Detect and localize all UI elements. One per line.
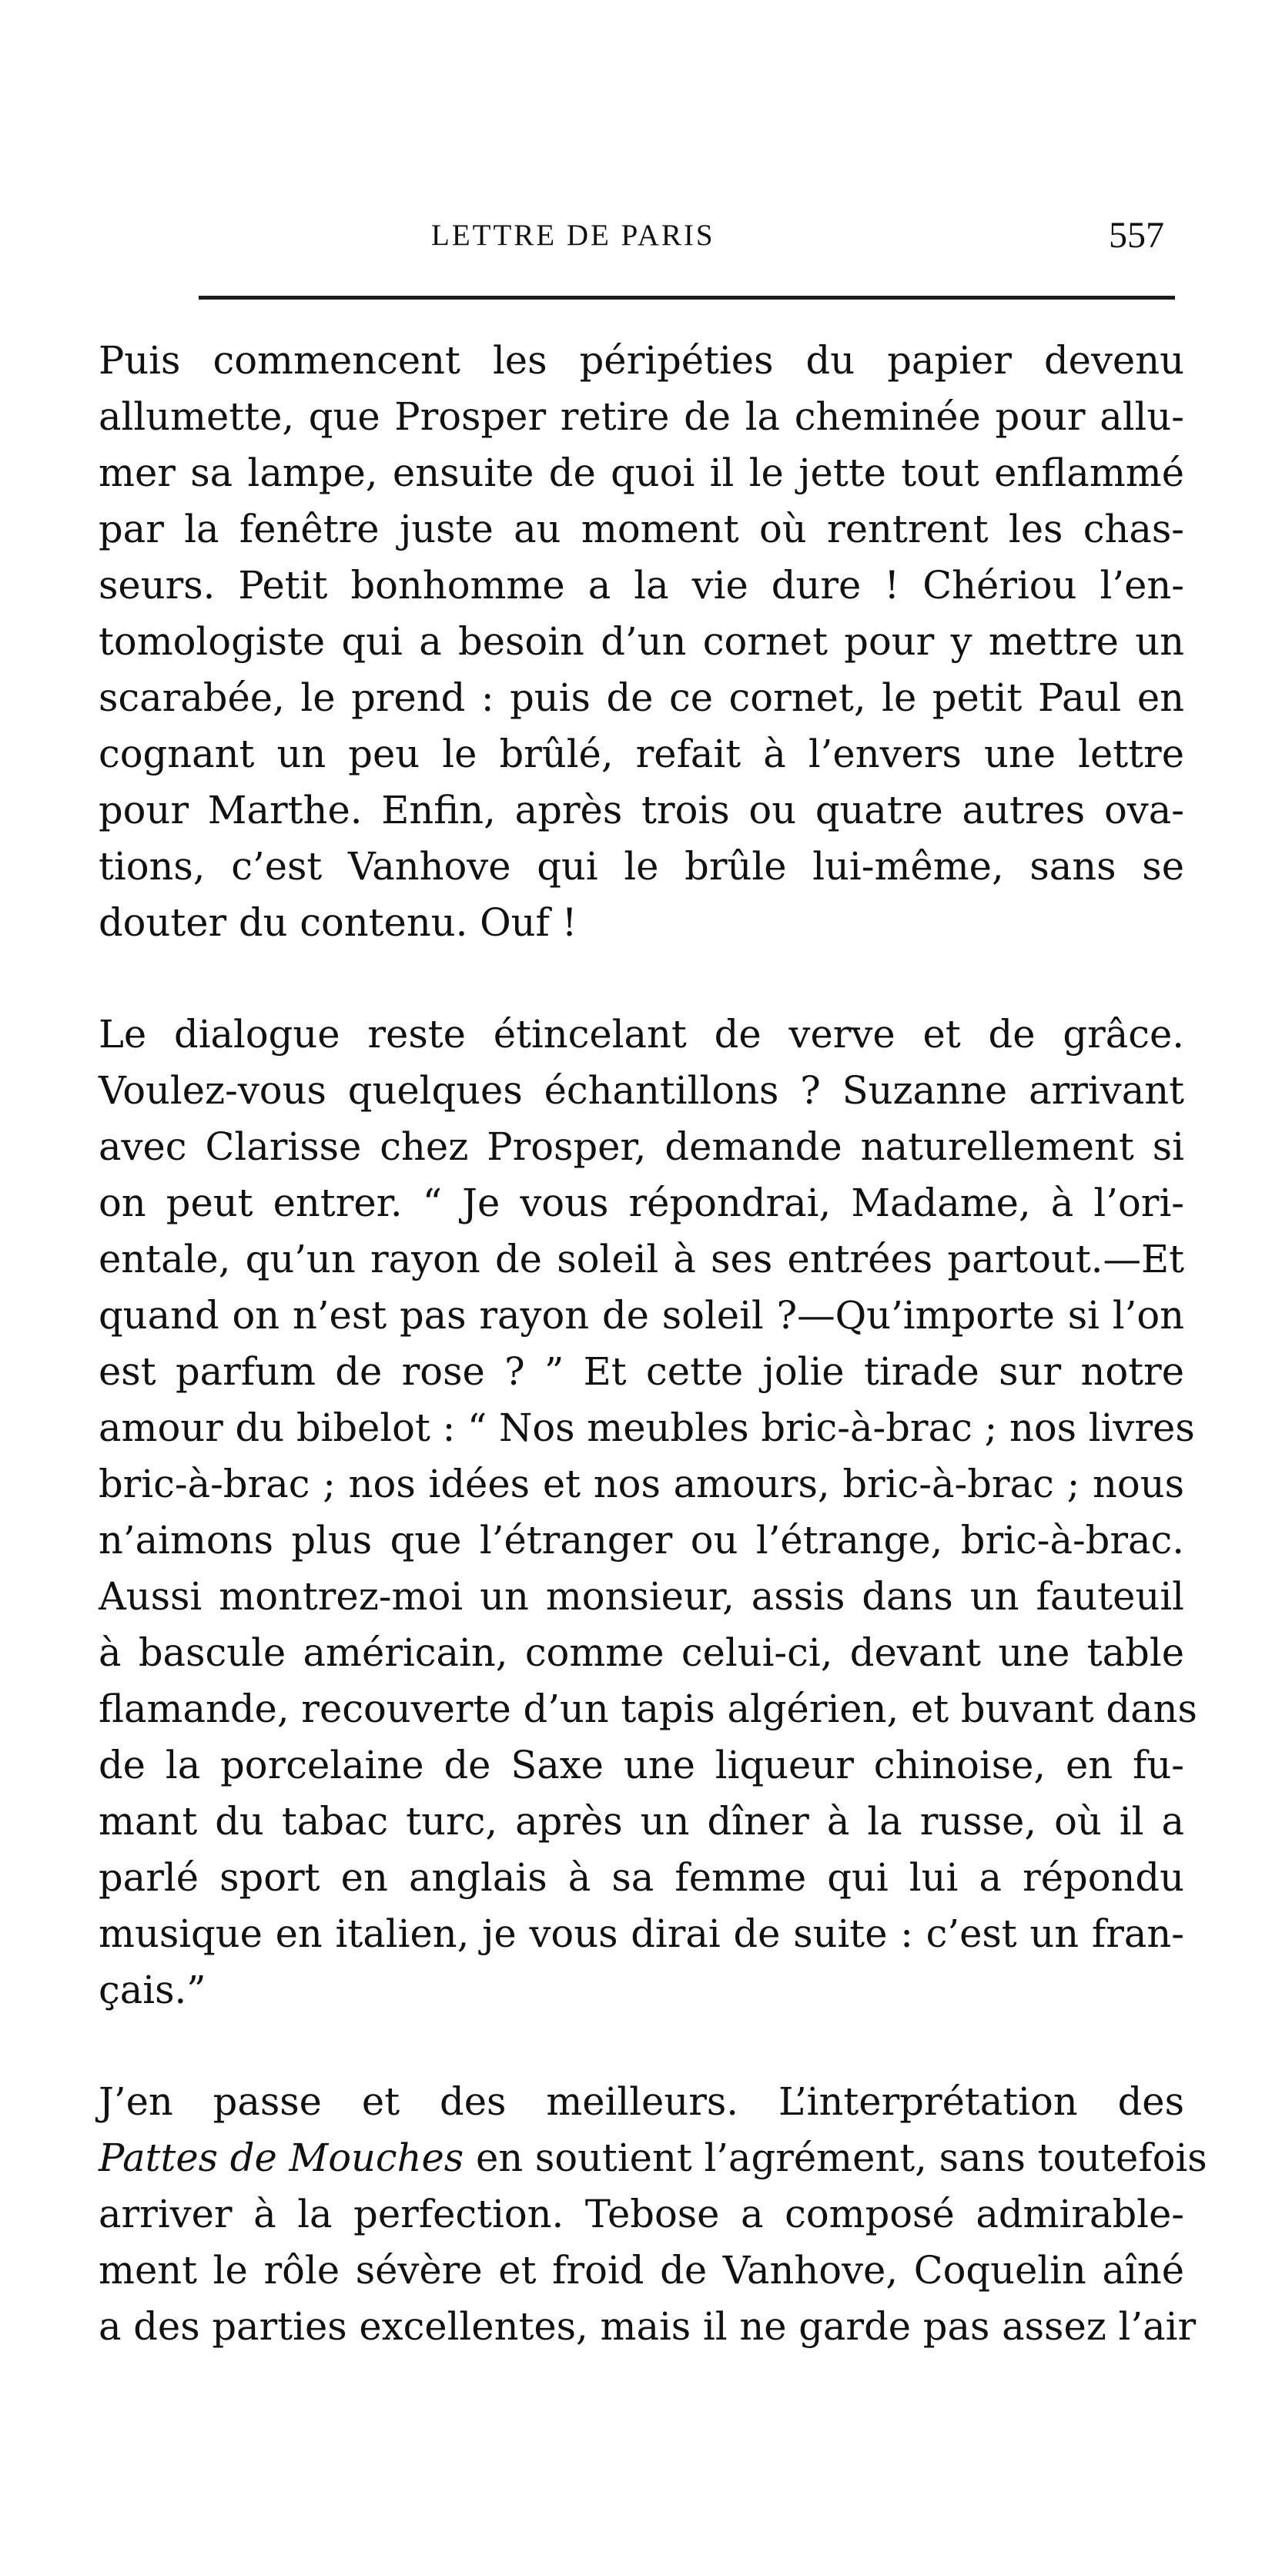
text-line: flamande, recouverte d’un tapis algérien, et buvant dans [99, 1687, 1197, 1731]
text-line: allumette, que Prosper retire de la cheminée pour allu- [99, 394, 1184, 439]
play-title: Pattes de Mouches [99, 2136, 464, 2180]
text-line: n’aimons plus que l’étranger ou l’étrange, bric-à-brac. [99, 1518, 1184, 1563]
header-rule [199, 296, 1175, 300]
text-line: J’en passe et des meilleurs. L’interprétation des [99, 2079, 1184, 2124]
text-line-with-title [99, 2130, 1207, 2186]
text-line: par la fenêtre juste au moment où rentrent les chas- [99, 507, 1184, 551]
text-line: scarabée, le prend : puis de ce cornet, le petit Paul en [99, 675, 1184, 720]
text-line: seurs. Petit bonhomme a la vie dure ! Chériou l’en- [99, 563, 1184, 608]
paragraph-2 [99, 1007, 1197, 2018]
text-line: est parfum de rose ? ” Et cette jolie tirade sur notre [99, 1349, 1184, 1394]
text-line: a des parties excellentes, mais il ne garde pas assez l’air [99, 2304, 1197, 2349]
text-line: mant du tabac turc, après un dîner à la russe, où il a [99, 1799, 1184, 1844]
running-head [0, 213, 1272, 259]
text-line: Voulez-vous quelques échantillons ? Suzanne arrivant [99, 1068, 1184, 1113]
body-text [99, 333, 1207, 2355]
text-line: quand on n’est pas rayon de soleil ?—Qu’importe si l’on [99, 1293, 1184, 1338]
text-line: musique en italien, je vous dirai de suite : c’est un fran- [99, 1911, 1184, 1956]
text-line: avec Clarisse chez Prosper, demande naturellement si [99, 1124, 1184, 1169]
text-line: mer sa lampe, ensuite de quoi il le jette tout enflammé [99, 451, 1184, 495]
text-line: çais.” [99, 1968, 206, 2012]
text-line: Puis commencent les péripéties du papier devenu [99, 338, 1184, 383]
text-line: parlé sport en anglais à sa femme qui lui a répondu [99, 1855, 1184, 1900]
text-line: douter du contenu. Ouf ! [99, 900, 577, 945]
text-line: ment le rôle sévère et froid de Vanhove, Coquelin aîné [99, 2248, 1184, 2293]
page-number: 557 [1109, 215, 1164, 256]
text-line: arriver à la perfection. Tebose a composé admirable- [99, 2192, 1184, 2236]
running-title: LETTRE DE PARIS [431, 219, 715, 252]
paragraph-3 [99, 2074, 1207, 2355]
text-line: de la porcelaine de Saxe une liqueur chinoise, en fu- [99, 1743, 1184, 1787]
text-line: tomologiste qui a besoin d’un cornet pour y mettre un [99, 619, 1184, 664]
text-line: amour du bibelot : “ Nos meubles bric-à-brac ; nos livres [99, 1405, 1195, 1450]
text-line: Le dialogue reste étincelant de verve et de grâce. [99, 1012, 1184, 1057]
text-line: à bascule américain, comme celui-ci, devant une table [99, 1630, 1184, 1675]
line-remainder: en soutient l’agrément, sans toutefois [464, 2136, 1207, 2180]
text-line: bric-à-brac ; nos idées et nos amours, bric-à-brac ; nous [99, 1462, 1184, 1506]
text-line: tions, c’est Vanhove qui le brûle lui-même, sans se [99, 844, 1184, 889]
paragraph-1 [99, 333, 1184, 951]
text-line: cognant un peu le brûlé, refait à l’envers une lettre [99, 732, 1184, 776]
text-line: pour Marthe. Enfin, après trois ou quatre autres ova- [99, 788, 1184, 832]
text-line: entale, qu’un rayon de soleil à ses entrées partout.—Et [99, 1237, 1184, 1281]
text-line: on peut entrer. “ Je vous répondrai, Madame, à l’ori- [99, 1181, 1184, 1225]
text-line: Aussi montrez-moi un monsieur, assis dans un fauteuil [99, 1574, 1184, 1619]
